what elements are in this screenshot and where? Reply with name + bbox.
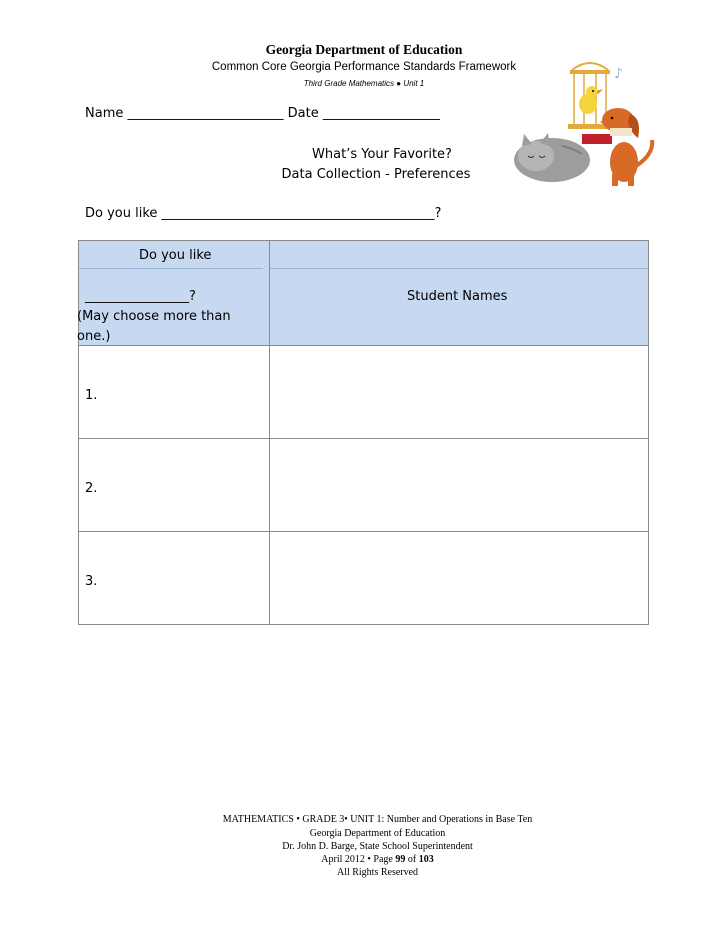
row-number: 3.	[85, 574, 98, 589]
footer-page-line: April 2012 • Page 99 of 103	[321, 854, 434, 865]
table-header-row	[79, 241, 649, 346]
table-row	[79, 532, 649, 625]
choice-cell-1[interactable]	[79, 346, 270, 439]
worksheet-subtitle: Data Collection - Preferences	[281, 167, 471, 182]
page-number: 99	[395, 854, 406, 865]
row-number: 2.	[85, 481, 98, 496]
choice-header-cell	[79, 241, 270, 346]
question-line[interactable]: Do you like __________________________________________?	[85, 206, 442, 221]
names-cell-1[interactable]	[270, 346, 649, 439]
student-names-header: Student Names	[407, 289, 508, 304]
worksheet-title: What’s Your Favorite?	[312, 147, 452, 162]
header-choose-note: (May choose more than	[77, 309, 231, 324]
data-collection-table	[78, 240, 649, 625]
choice-cell-2[interactable]	[79, 439, 270, 532]
header-blank-line: ________________?	[85, 289, 196, 304]
choice-cell-3[interactable]	[79, 532, 270, 625]
header-org: Georgia Department of Education	[265, 42, 463, 57]
header-framework: Common Core Georgia Performance Standards Framework	[211, 61, 517, 73]
row-number: 1.	[85, 388, 98, 403]
bird-icon	[579, 86, 603, 114]
page-total: 103	[418, 854, 434, 865]
table-row	[79, 439, 649, 532]
book-icon	[582, 134, 612, 144]
name-date-line[interactable]: Name ________________________ Date __________________	[85, 106, 440, 121]
names-cell-3[interactable]	[270, 532, 649, 625]
student-names-header-cell	[270, 241, 649, 346]
footer-superintendent: Dr. John D. Barge, State School Superintendent	[282, 841, 473, 852]
table-row	[79, 346, 649, 439]
names-cell-2[interactable]	[270, 439, 649, 532]
footer-course: MATHEMATICS • GRADE 3• UNIT 1: Number and Operations in Base Ten	[222, 814, 533, 825]
header-do-you-like: Do you like	[139, 248, 212, 263]
music-note-icon: ♪	[614, 66, 623, 82]
footer-rights: All Rights Reserved	[336, 867, 419, 878]
header-grade-unit: Third Grade Mathematics ● Unit 1	[303, 79, 425, 88]
header-choose-note-end: one.)	[77, 329, 111, 344]
footer-org: Georgia Department of Education	[309, 828, 446, 839]
